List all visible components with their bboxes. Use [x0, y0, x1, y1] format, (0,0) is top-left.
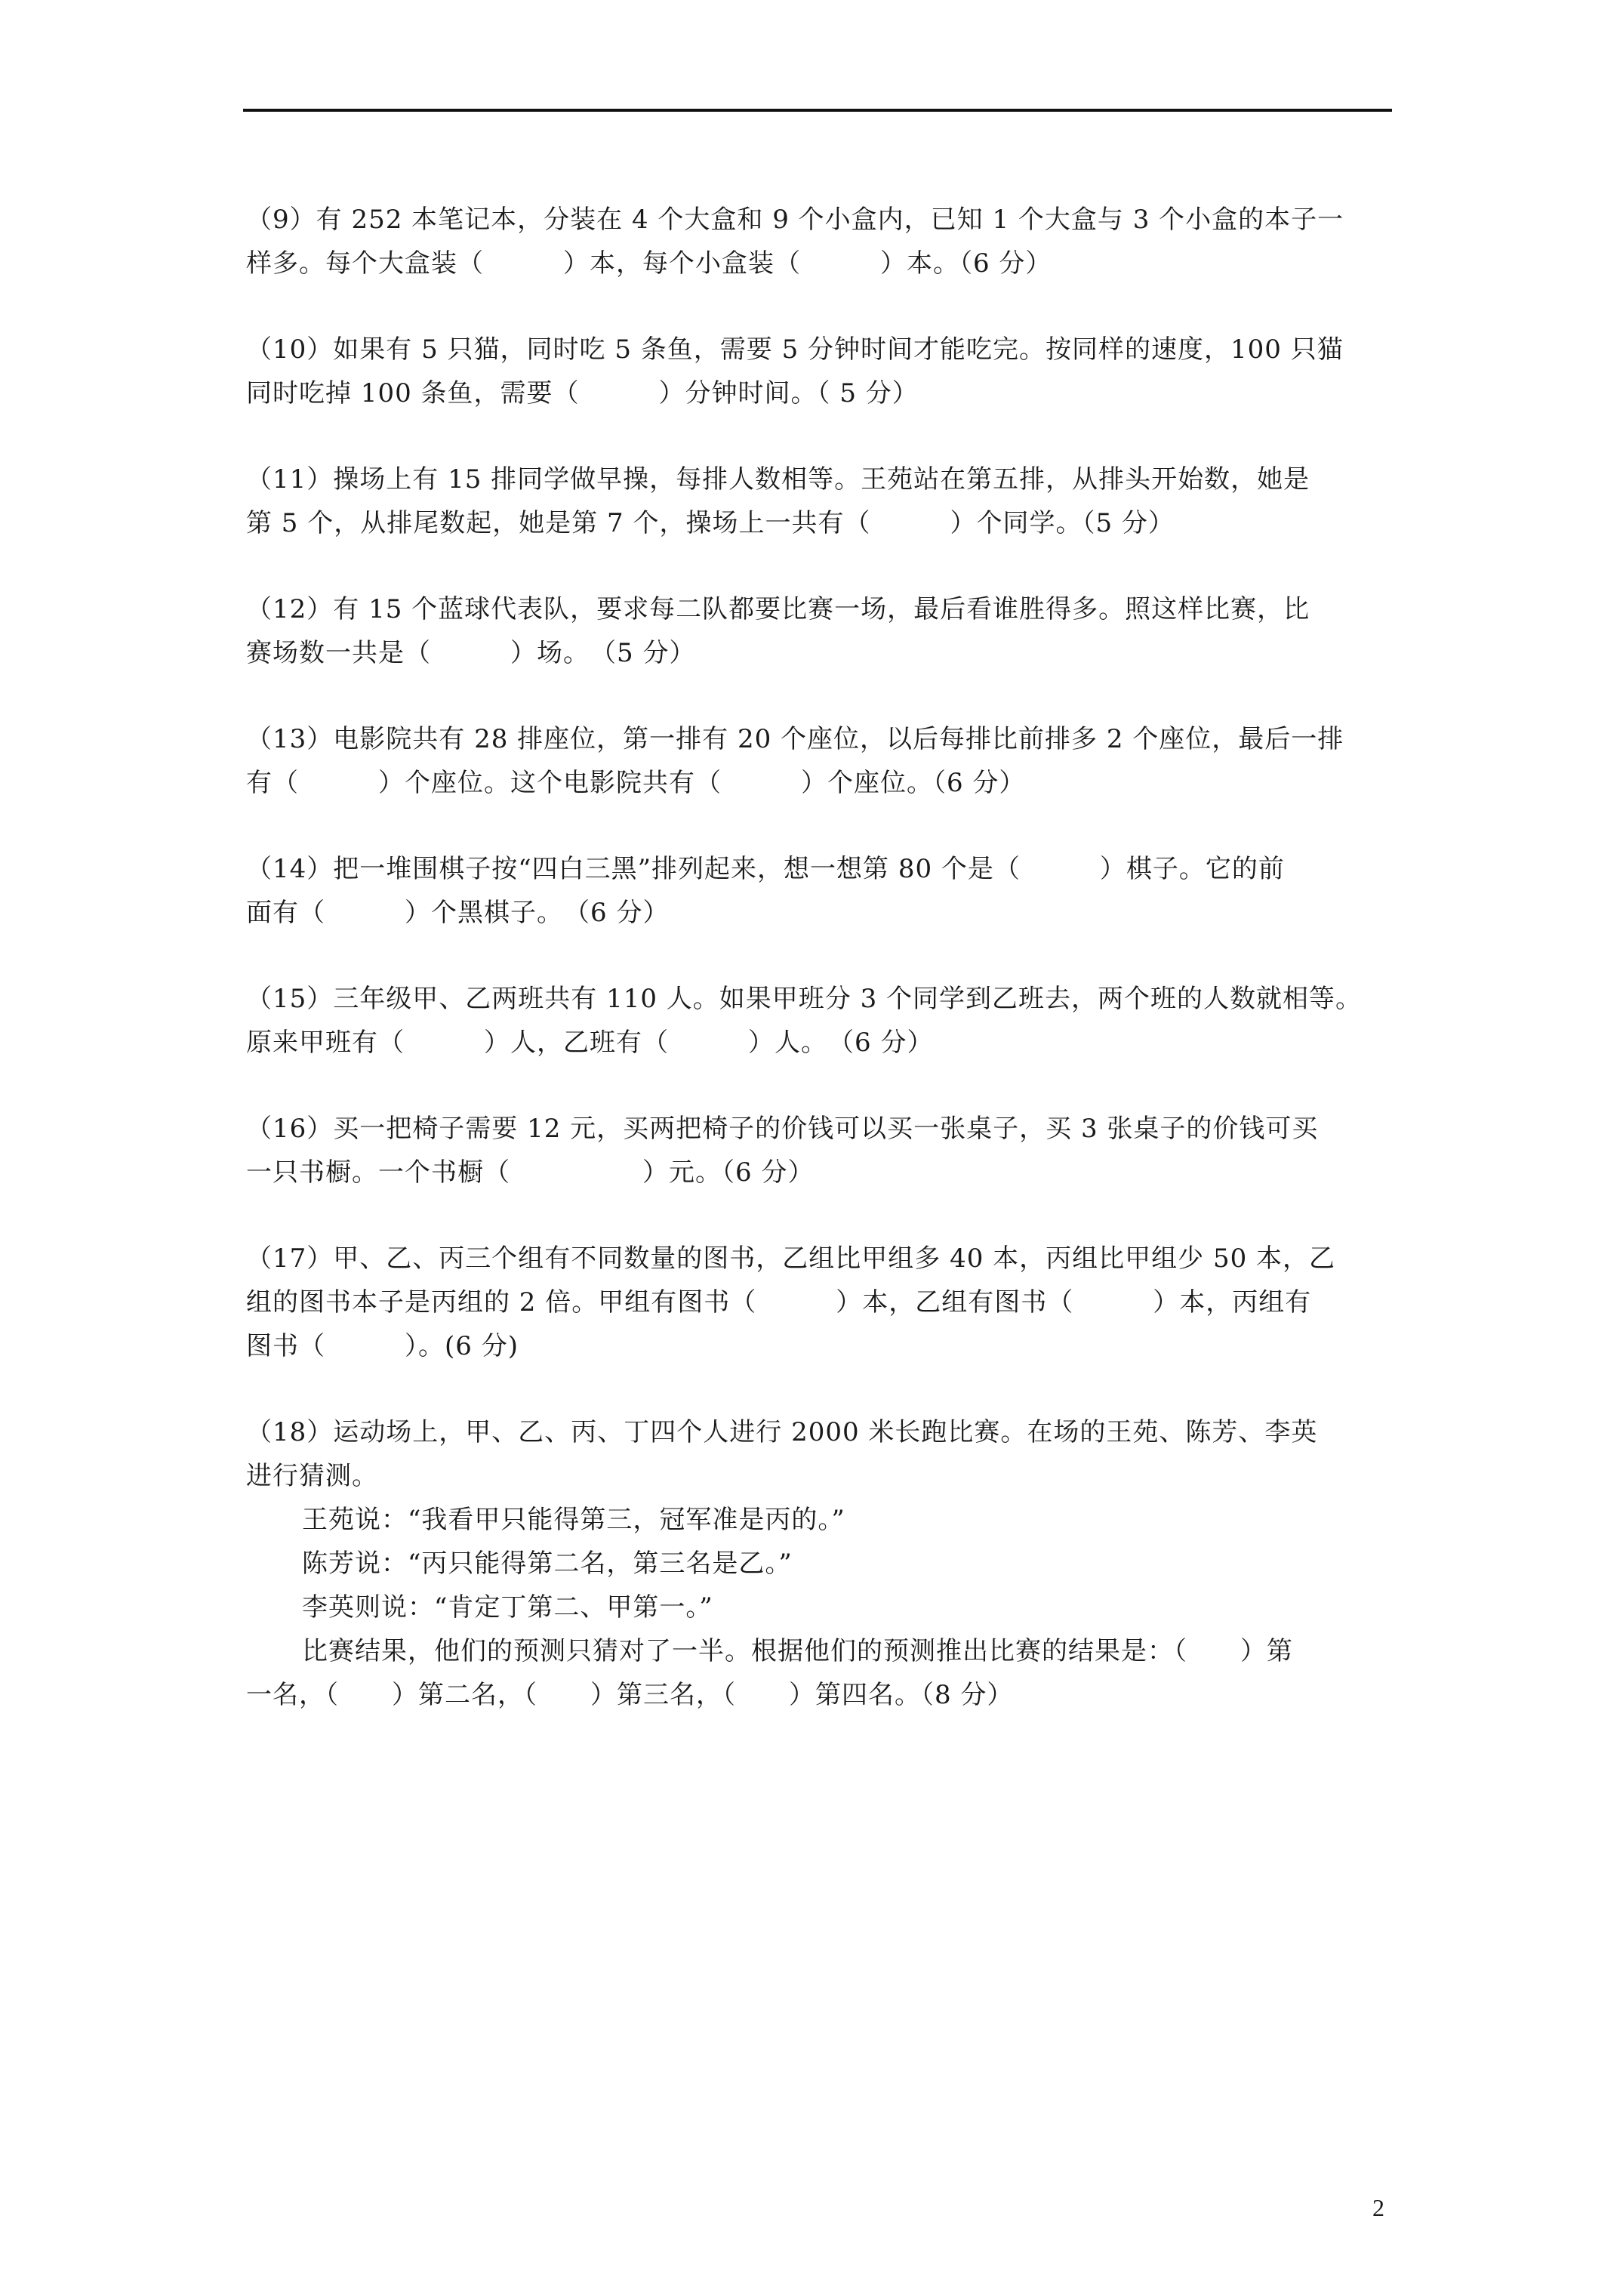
question-line: 图书（ ）。(6 分) [246, 1331, 519, 1361]
quote-wang-yuan: 王苑说：“我看甲只能得第三，冠军准是丙的。” [302, 1505, 845, 1535]
question-line: （11）操场上有 15 排同学做早操，每排人数相等。王苑站在第五排，从排头开始数，她是 [246, 464, 1310, 495]
header-rule [243, 109, 1392, 112]
result-statement: 比赛结果，他们的预测只猜对了一半。根据他们的预测推出比赛的结果是：（ ）第 [302, 1636, 1293, 1666]
question-line: （16）买一把椅子需要 12 元，买两把椅子的价钱可以买一张桌子，买 3 张桌子的价钱可买 [246, 1114, 1319, 1144]
question-line: （17）甲、乙、丙三个组有不同数量的图书，乙组比甲组多 40 本，丙组比甲组少 50 本，乙 [246, 1244, 1336, 1274]
question-line: 面有（ ）个黑棋子。 （6 分） [246, 898, 670, 928]
question-line: （15）三年级甲、乙两班共有 110 人。如果甲班分 3 个同学到乙班去，两个班的人数就相等。 [246, 984, 1363, 1014]
question-line: 第 5 个，从排尾数起，她是第 7 个，操场上一共有（ ）个同学。（5 分） [246, 508, 1175, 538]
question-line: 一只书橱。一个书橱（ ）元。（6 分） [246, 1157, 815, 1188]
question-11 [246, 458, 1394, 545]
question-18 [246, 1410, 1394, 1717]
question-9 [246, 198, 1394, 285]
question-list [246, 198, 1394, 1759]
question-line: （13）电影院共有 28 排座位，第一排有 20 个座位，以后每排比前排多 2 个座位，最后一排 [246, 724, 1344, 754]
question-line: 原来甲班有（ ）人，乙班有（ ）人。 （6 分） [246, 1028, 934, 1058]
question-line: 组的图书本子是丙组的 2 倍。甲组有图书（ ）本，乙组有图书（ ）本，丙组有 [246, 1287, 1312, 1318]
question-line: 进行猜测。 [246, 1461, 378, 1491]
question-12 [246, 587, 1394, 675]
question-17 [246, 1237, 1394, 1368]
question-line: （10）如果有 5 只猫，同时吃 5 条鱼，需要 5 分钟时间才能吃完。按同样的速度，100 只猫 [246, 334, 1344, 365]
question-16 [246, 1107, 1394, 1194]
question-15 [246, 977, 1394, 1065]
question-line: （9）有 252 本笔记本，分装在 4 个大盒和 9 个小盒内，已知 1 个大盒与 3 个小盒的本子一 [246, 205, 1344, 235]
question-line: （18）运动场上，甲、乙、丙、丁四个人进行 2000 米长跑比赛。在场的王苑、陈芳、李英 [246, 1417, 1318, 1447]
question-line: （14）把一堆围棋子按“四白三黑”排列起来，想一想第 80 个是（ ）棋子。它的前 [246, 854, 1285, 884]
question-14 [246, 847, 1394, 935]
question-line: 有（ ）个座位。这个电影院共有（ ）个座位。（6 分） [246, 768, 1026, 798]
page-number: 2 [1372, 2194, 1384, 2221]
quote-li-ying: 李英则说：“肯定丁第二、甲第一。” [302, 1592, 713, 1623]
question-line: 一名，（ ）第二名，（ ）第三名，（ ）第四名。（8 分） [246, 1680, 1014, 1710]
question-13 [246, 717, 1394, 805]
question-10 [246, 328, 1394, 415]
question-line: （12）有 15 个蓝球代表队，要求每二队都要比赛一场，最后看谁胜得多。照这样比赛，比 [246, 594, 1310, 624]
question-line: 样多。每个大盒装（ ）本，每个小盒装（ ）本。（6 分） [246, 248, 1052, 279]
question-line: 同时吃掉 100 条鱼，需要（ ）分钟时间。（ 5 分） [246, 378, 919, 408]
question-line: 赛场数一共是（ ）场。 （5 分） [246, 638, 696, 668]
quote-chen-fang: 陈芳说：“丙只能得第二名，第三名是乙。” [302, 1549, 793, 1579]
